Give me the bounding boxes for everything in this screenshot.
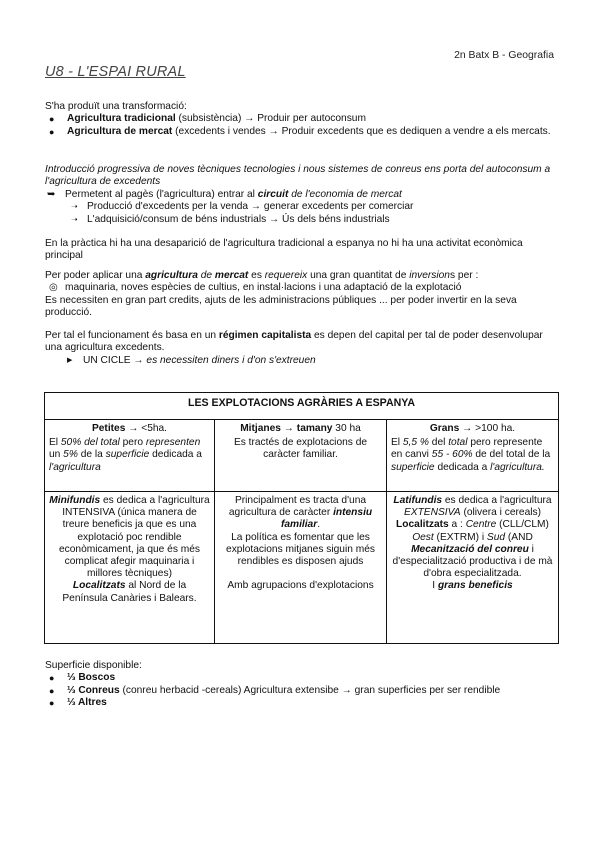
- list-item: ● ⅓ Altres: [49, 697, 107, 709]
- circle-bullet-icon: ◎: [49, 282, 58, 294]
- bullet-icon: ●: [49, 673, 55, 684]
- credits-line: Es necessiten en gran part credits, ajuts de les administracions públiques ... per poder invertir en la seva producció.: [45, 294, 517, 319]
- petites-summary-cell: Petites → <5ha. El 50% del total pero representen un 5% de la superficie dedicada a l'agricultura: [45, 420, 215, 492]
- page-header: 2n Batx B - Geografia: [454, 50, 554, 61]
- progressive-section: [45, 164, 560, 226]
- table-header: LES EXPLOTACIONS AGRÀRIES A ESPANYA: [45, 393, 559, 420]
- grans-detail-cell: Latifundis es dedica a l'agricultura EXTENSIVA (olivera i cereals) Localitzats a : Centre (CLL/CLM) Oest (EXTRM) i Sud (AND Mecanització del conreu i d'especialització productiva i de mà d'obra especialitzada. I grans beneficis: [387, 492, 559, 644]
- progressive-intro: Introducció progressiva de noves tècniques tecnologies i nous sistemes de conreus ens porta del autoconsum a l'agricultura de excedents: [45, 164, 551, 188]
- list-item: ● ⅓ Conreus (conreu herbacid -cereals) Agricultura extensibe → gran superficies per ser rendible: [49, 684, 501, 696]
- practica-paragraph: En la pràctica hi ha una desaparició de l'agricultura tradicional a espanya no hi ha una activitat econòmica principal: [45, 238, 523, 262]
- page-title: U8 - L'ESPAI RURAL: [45, 64, 186, 80]
- list-item: ● Agricultura tradicional (subsistència) → Produir per autoconsum: [49, 113, 366, 125]
- intro-line: S'ha produït una transformació:: [45, 101, 187, 112]
- explotacions-table: [44, 392, 559, 644]
- aplicar-section: [45, 270, 560, 320]
- superficie-line: Superficie disponible:: [45, 660, 142, 671]
- list-item: ● ⅓ Boscos: [49, 672, 116, 684]
- list-item: ➝ L'adquisició/consum de béns industrials → Ús dels béns industrials: [71, 213, 390, 225]
- list-item: ◎ maquinaria, noves espècies de cultius, en instal·lacions i una adaptació de la explotació: [49, 282, 462, 294]
- bullet-icon: ●: [49, 698, 55, 709]
- bullet-icon: ●: [49, 126, 55, 137]
- bullet-icon: ●: [49, 114, 55, 125]
- list-item: ● Agricultura de mercat (excedents i vendes → Produir excedents que es dediquen a vendre a els mercats.: [49, 125, 551, 137]
- pointing-arrow-icon: ➥: [47, 188, 56, 200]
- superficie-section: [45, 660, 560, 710]
- intro-section: [45, 101, 560, 138]
- mitjanes-summary-cell: Mitjanes → tamany 30 ha Es tractés de explotacions de caràcter familiar.: [215, 420, 387, 492]
- grans-summary-cell: Grans → >100 ha. El 5,5 % del total pero represente en canvi 55 - 60% de del total de la superficie dedicada a l'agricultura.: [387, 420, 559, 492]
- list-item: ➥ Permetent al pagès (l'agricultura) entrar al circuit de l'economia de mercat: [47, 188, 402, 200]
- aplicar-line: Per poder aplicar una agricultura de mercat es requereix una gran quantitat de inversions per :: [45, 270, 479, 281]
- bullet-icon: ●: [49, 685, 55, 696]
- mitjanes-detail-cell: Principalment es tracta d'una agricultura de caràcter intensiu familiar. La política es fomentar que les explotacions mitjanes siguin més rendibles es disposen ajuds Amb agrupacions d'explotacions: [215, 492, 387, 644]
- triangle-bullet-icon: ▶: [67, 356, 73, 364]
- arrow-icon: ➝: [71, 202, 78, 212]
- list-item: ➝ Producció d'excedents per la venda → generar excedents per comerciar: [71, 201, 414, 213]
- petites-detail-cell: Minifundis es dedica a l'agricultura INTENSIVA (única manera de treure beneficis ja que es una explotació poc rendible econòmicament, ja que és més complicat afegir maquinaria i millores tècniques) Localitzats al Nord de la Península Canàries i Balears.: [45, 492, 215, 644]
- funcionament-section: Per tal el funcionament és basa en un régimen capitalista es depen del capital per tal de poder desenvolupar una agricultura excedents. ▶ UN CICLE → es necessiten diners i d'on s'extreuen: [45, 330, 560, 367]
- list-item: ▶ UN CICLE → es necessiten diners i d'on s'extreuen: [67, 354, 316, 366]
- arrow-icon: ➝: [71, 214, 78, 224]
